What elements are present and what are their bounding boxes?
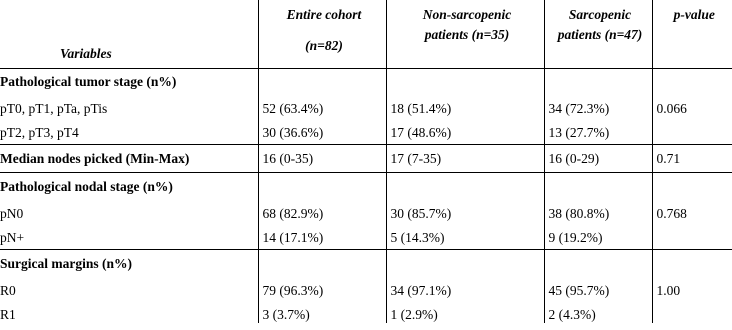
section-title: Pathological nodal stage (n%) — [0, 179, 173, 194]
cell-entire: 52 (63.4%) — [262, 101, 324, 116]
section-median-nodes — [0, 145, 732, 173]
cell-non-sarcopenic: 30 (85.7%) — [390, 206, 452, 221]
cell-entire: 3 (3.7%) — [262, 307, 310, 322]
row-label: pN+ — [0, 230, 25, 245]
header-pvalue: p-value — [652, 0, 732, 69]
section-title: Pathological tumor stage (n%) — [0, 74, 177, 89]
cell-non-sarcopenic: 34 (97.1%) — [390, 283, 452, 298]
cell-non-sarcopenic: 1 (2.9%) — [390, 307, 438, 322]
cell-entire: 30 (36.6%) — [262, 125, 324, 140]
row-label: R0 — [0, 283, 16, 298]
row-label: pT2, pT3, pT4 — [0, 125, 79, 140]
cell-pvalue: 0.768 — [656, 206, 687, 221]
cell-sarcopenic: 45 (95.7%) — [548, 283, 610, 298]
section-nodal-stage — [0, 173, 732, 250]
section-surgical-margins — [0, 250, 732, 324]
cell-sarcopenic: 9 (19.2%) — [548, 230, 603, 245]
cell-entire: 16 (0-35) — [262, 151, 314, 166]
cell-non-sarcopenic: 18 (51.4%) — [390, 101, 452, 116]
section-title: Surgical margins (n%) — [0, 256, 133, 271]
cell-non-sarcopenic: 17 (7-35) — [390, 151, 442, 166]
cell-pvalue: 0.71 — [656, 151, 681, 166]
header-non-sarcopenic: Non-sarcopenic patients (n=35) — [386, 0, 544, 69]
cell-entire: 68 (82.9%) — [262, 206, 324, 221]
cell-entire: 14 (17.1%) — [262, 230, 324, 245]
row-label: pN0 — [0, 206, 24, 221]
cell-sarcopenic: 16 (0-29) — [548, 151, 600, 166]
cell-non-sarcopenic: 17 (48.6%) — [390, 125, 452, 140]
cell-sarcopenic: 38 (80.8%) — [548, 206, 610, 221]
section-title: Median nodes picked (Min-Max) — [0, 151, 190, 166]
cell-pvalue: 1.00 — [656, 283, 681, 298]
row-label: pT0, pT1, pTa, pTis — [0, 101, 108, 116]
header-entire-cohort: Entire cohort (n=82) — [258, 0, 386, 69]
header-variables: Variables — [0, 0, 258, 69]
header-sarcopenic: Sarcopenic patients (n=47) — [544, 0, 652, 69]
cell-sarcopenic: 2 (4.3%) — [548, 307, 596, 322]
cell-non-sarcopenic: 5 (14.3%) — [390, 230, 445, 245]
cell-sarcopenic: 34 (72.3%) — [548, 101, 610, 116]
cell-entire: 79 (96.3%) — [262, 283, 324, 298]
header-row — [0, 0, 732, 69]
cell-sarcopenic: 13 (27.7%) — [548, 125, 610, 140]
row-label: R1 — [0, 307, 16, 322]
cell-pvalue: 0.066 — [656, 101, 687, 116]
section-tumor-stage — [0, 69, 732, 145]
